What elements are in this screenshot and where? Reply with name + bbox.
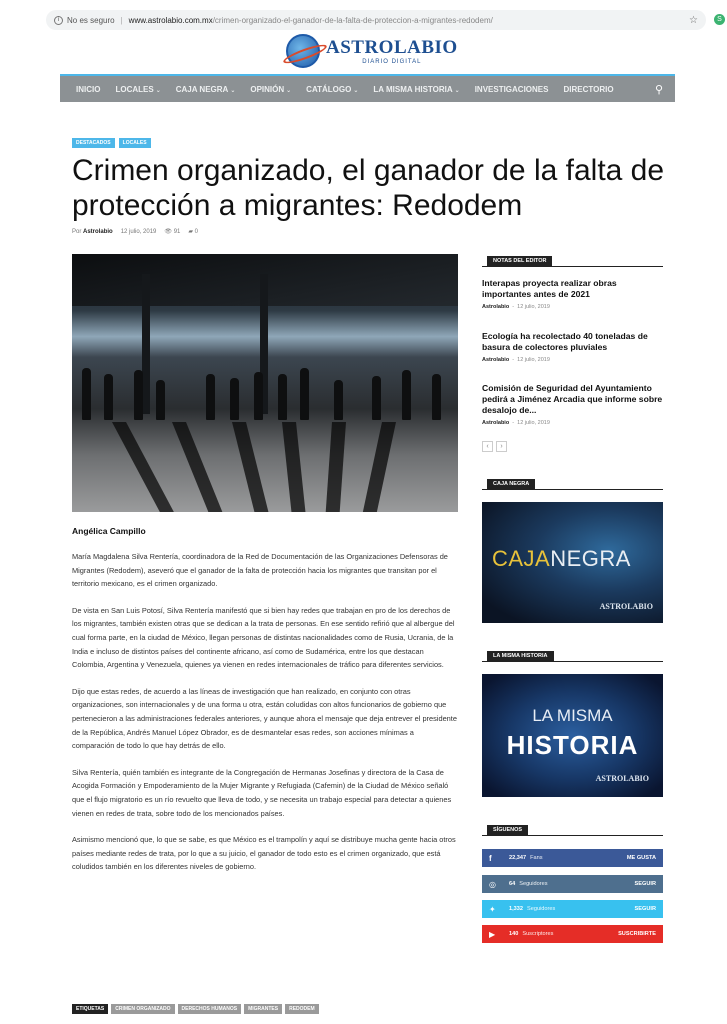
article-byline: Angélica Campillo — [72, 526, 146, 536]
block-divider — [482, 661, 663, 662]
banner-brand: ASTROLABIO — [595, 774, 649, 783]
article-paragraph: Silva Rentería, quién también es integrante de la Congregación de Hermanas Josefinas y directora de la Casa de Acogida Formación y Empoderamiento de la Mujer Migrante y Refugiada (Cafemin) de la Ciudad de México señaló que el flujo migratorio es un río revuelto que lleva de todo, y se necesita un trabajo especial para detectar a quienes vienen en redes de trata, sobre todo de los mencionados países. — [72, 767, 452, 818]
note-author[interactable]: Astrolabio — [482, 420, 510, 426]
banner-brand: ASTROLABIO — [599, 602, 653, 611]
note-title[interactable]: Comisión de Seguridad del Ayuntamiento pedirá a Jiménez Arcadia que informe sobre desalojo de... — [482, 383, 663, 415]
article-tags — [72, 1004, 319, 1014]
social-instagram[interactable] — [482, 875, 663, 893]
social-facebook[interactable] — [482, 849, 663, 867]
image-shadow — [232, 422, 268, 512]
image-beam — [142, 274, 150, 414]
search-icon[interactable]: ⚲ — [654, 83, 663, 96]
image-shadow — [172, 422, 222, 512]
chevron-down-icon: ⌄ — [230, 87, 236, 94]
tags-label: ETIQUETAS — [72, 1004, 108, 1014]
url-path: /crimen-organizado-el-ganador-de-la-falta-de-proteccion-a-migrantes-redodem/ — [212, 15, 493, 25]
category-tags — [72, 138, 151, 148]
notes-block-title: NOTAS DEL EDITOR — [487, 256, 552, 266]
info-icon[interactable]: i — [54, 16, 63, 25]
extension-icon[interactable]: S — [714, 14, 725, 25]
nav-item-caja-negra[interactable]: CAJA NEGRA ⌄ — [175, 84, 236, 94]
social-label: Seguidores — [527, 906, 556, 912]
follow-block-title: SÍGUENOS — [487, 825, 528, 835]
separator: | — [120, 15, 123, 25]
nav-item-locales[interactable]: LOCALES ⌄ — [115, 84, 161, 94]
image-person — [134, 370, 143, 420]
note-date: 12 julio, 2019 — [517, 304, 550, 310]
notes-pager — [482, 441, 507, 452]
prev-page-button[interactable]: ‹ — [482, 441, 493, 452]
globe-logo-icon — [286, 34, 320, 68]
article-paragraph: Asimismo mencionó que, lo que se sabe, es que México es el trampolín y aquí se distribuye mucha gente hacia otros países mediante redes de trata, por lo que a su juicio, el ganador de todo esto es el crimen organizado, que está coludidos también en los diferentes niveles de gobierno. — [72, 835, 456, 872]
block-divider — [482, 489, 663, 490]
logo-subtitle: DIARIO DIGITAL — [362, 59, 422, 65]
note-date: 12 julio, 2019 — [517, 420, 550, 426]
facebook-icon: f — [489, 853, 492, 863]
tag-link[interactable]: REDODEM — [285, 1004, 319, 1014]
caja-negra-banner[interactable] — [482, 502, 663, 623]
meta-by: Por — [72, 228, 82, 235]
social-action[interactable]: SEGUIR — [634, 881, 656, 887]
image-shadow — [363, 422, 396, 512]
note-author[interactable]: Astrolabio — [482, 357, 510, 363]
meta-comments[interactable]: 0 — [194, 229, 199, 235]
image-shadow — [282, 422, 305, 512]
editor-note[interactable]: Ecología ha recolectado 40 toneladas de basura de colectores pluviales Astrolabio - 12 julio, 2019 — [482, 331, 667, 363]
banner-text-negra: NEGRA — [550, 546, 631, 571]
image-person — [300, 368, 309, 420]
la-misma-historia-banner[interactable] — [482, 674, 663, 797]
social-action[interactable]: SEGUIR — [634, 906, 656, 912]
article-title: Crimen organizado, el ganador de la falta de protección a migrantes: Redodem — [72, 154, 665, 222]
image-person — [278, 374, 287, 420]
note-author[interactable]: Astrolabio — [482, 304, 510, 310]
social-twitter[interactable] — [482, 900, 663, 918]
historia-block-title: LA MISMA HISTORIA — [487, 651, 554, 661]
note-date: 12 julio, 2019 — [517, 357, 550, 363]
social-action[interactable]: ME GUSTA — [626, 855, 656, 861]
chevron-down-icon: ⌄ — [155, 87, 161, 94]
nav-item-catalogo[interactable]: CATÁLOGO ⌄ — [306, 84, 359, 94]
address-bar[interactable] — [46, 10, 706, 30]
social-label: Seguidores — [519, 881, 548, 887]
nav-item-inicio[interactable]: INICIO — [76, 84, 101, 94]
eye-icon: 👁 — [164, 229, 173, 235]
article-paragraph: Dijo que estas redes, de acuerdo a las líneas de investigación que han realizado, en conjunto con otras organizaciones, son internacionales y de una forma u otra, están coludidas con altos funcionarios de gobierno que pertenecieron a las administraciones federales anteriores, y aunque ahora el mensaje que deja entrever el presidente de la República, Andrés Manuel López Obrador, es de desmantelar esas redes, son acciones mínimas a comparación de todo lo que hay detrás de ello. — [72, 686, 457, 751]
nav-item-opinion[interactable]: OPINIÓN ⌄ — [250, 84, 292, 94]
tag-link[interactable]: CRIMEN ORGANIZADO — [111, 1004, 174, 1014]
article-image — [72, 254, 458, 512]
image-person — [82, 368, 91, 420]
image-person — [104, 374, 113, 420]
caja-negra-block-title: CAJA NEGRA — [487, 479, 535, 489]
banner-line-1: LA MISMA — [532, 706, 613, 725]
image-person — [402, 370, 411, 420]
image-person — [254, 372, 263, 420]
category-tag[interactable]: LOCALES — [119, 138, 151, 148]
banner-text-caja: CAJA — [492, 546, 551, 571]
image-person — [432, 374, 441, 420]
logo-name: ASTROLABIO — [326, 37, 458, 58]
social-count: 22,347 — [509, 855, 527, 861]
url-host: www.astrolabio.com.mx — [128, 15, 213, 25]
main-nav — [60, 74, 675, 102]
note-title[interactable]: Interapas proyecta realizar obras importantes antes de 2021 — [482, 278, 617, 299]
youtube-icon: ▶ — [489, 929, 496, 939]
site-logo[interactable] — [286, 34, 458, 68]
next-page-button[interactable]: › — [496, 441, 507, 452]
image-person — [372, 376, 381, 420]
chevron-down-icon: ⌄ — [286, 87, 292, 94]
security-label: No es seguro — [67, 15, 115, 25]
social-count: 140 — [509, 931, 519, 937]
comment-icon: ▰ — [188, 229, 193, 235]
note-title[interactable]: Ecología ha recolectado 40 toneladas de basura de colectores pluviales — [482, 331, 648, 352]
category-tag[interactable]: DESTACADOS — [72, 138, 115, 148]
nav-item-la-misma-historia[interactable]: LA MISMA HISTORIA ⌄ — [373, 84, 460, 94]
chevron-down-icon: ⌄ — [454, 87, 460, 94]
image-person — [206, 374, 215, 420]
instagram-icon: ◎ — [489, 879, 496, 889]
image-shadow — [112, 422, 174, 512]
social-count: 64 — [509, 881, 516, 887]
social-count: 1,332 — [509, 906, 523, 912]
tag-link[interactable]: MIGRANTES — [244, 1004, 282, 1014]
social-action[interactable]: SUSCRIBIRTE — [618, 931, 656, 937]
meta-views: 91 — [173, 229, 181, 235]
chevron-down-icon: ⌄ — [353, 87, 359, 94]
block-divider — [482, 266, 663, 267]
social-label: Suscriptores — [522, 931, 554, 937]
image-person — [334, 380, 343, 420]
block-divider — [482, 835, 663, 836]
article-body — [72, 550, 458, 887]
article-meta — [72, 228, 198, 235]
image-person — [230, 378, 239, 420]
article-paragraph: De vista en San Luis Potosí, Silva Rentería manifestó que si bien hay redes que trabajan en pro de los derechos de los migrantes, también existen otras que se dedican a la trata de personas. En ese sentido refirió que al albergue del cual forma parte, en la ciudad de México, llegan personas de distintas nacionalidades como de Rusia, Ucrania, de la India e incluso de distintos países del continente africano, así como de Sudamérica, entre los que destacan Colombia, Argentina y Venezuela, quienes ya vienen en redes internacionales de tráfico para diferentes servicios. — [72, 605, 455, 670]
banner-line-2: HISTORIA — [506, 730, 639, 760]
image-shadow — [326, 422, 346, 512]
article-paragraph: María Magdalena Silva Rentería, coordinadora de la Red de Documentación de las Organizaciones Defensoras de Migrantes (Redodem), aseveró que el ganador de la falta de protección hacia los migrantes que transitan por el territorio mexicano, es el crimen organizado. — [72, 552, 448, 589]
meta-date: 12 julio, 2019 — [120, 228, 157, 235]
social-label: Fans — [530, 855, 543, 861]
social-youtube[interactable] — [482, 925, 663, 943]
tag-link[interactable]: DERECHOS HUMANOS — [178, 1004, 242, 1014]
bookmark-star-icon[interactable]: ☆ — [689, 14, 698, 26]
nav-item-directorio[interactable]: DIRECTORIO — [563, 84, 614, 94]
meta-author[interactable]: Astrolabio — [83, 228, 113, 235]
image-person — [156, 380, 165, 420]
nav-item-investigaciones[interactable]: INVESTIGACIONES — [474, 84, 549, 94]
editor-note[interactable]: Comisión de Seguridad del Ayuntamiento pedirá a Jiménez Arcadia que informe sobre desalojo de... Astrolabio - 12 julio, 2019 — [482, 383, 667, 426]
editor-note[interactable]: Interapas proyecta realizar obras importantes antes de 2021 Astrolabio - 12 julio, 2019 — [482, 278, 667, 310]
twitter-icon: ✦ — [489, 904, 496, 914]
